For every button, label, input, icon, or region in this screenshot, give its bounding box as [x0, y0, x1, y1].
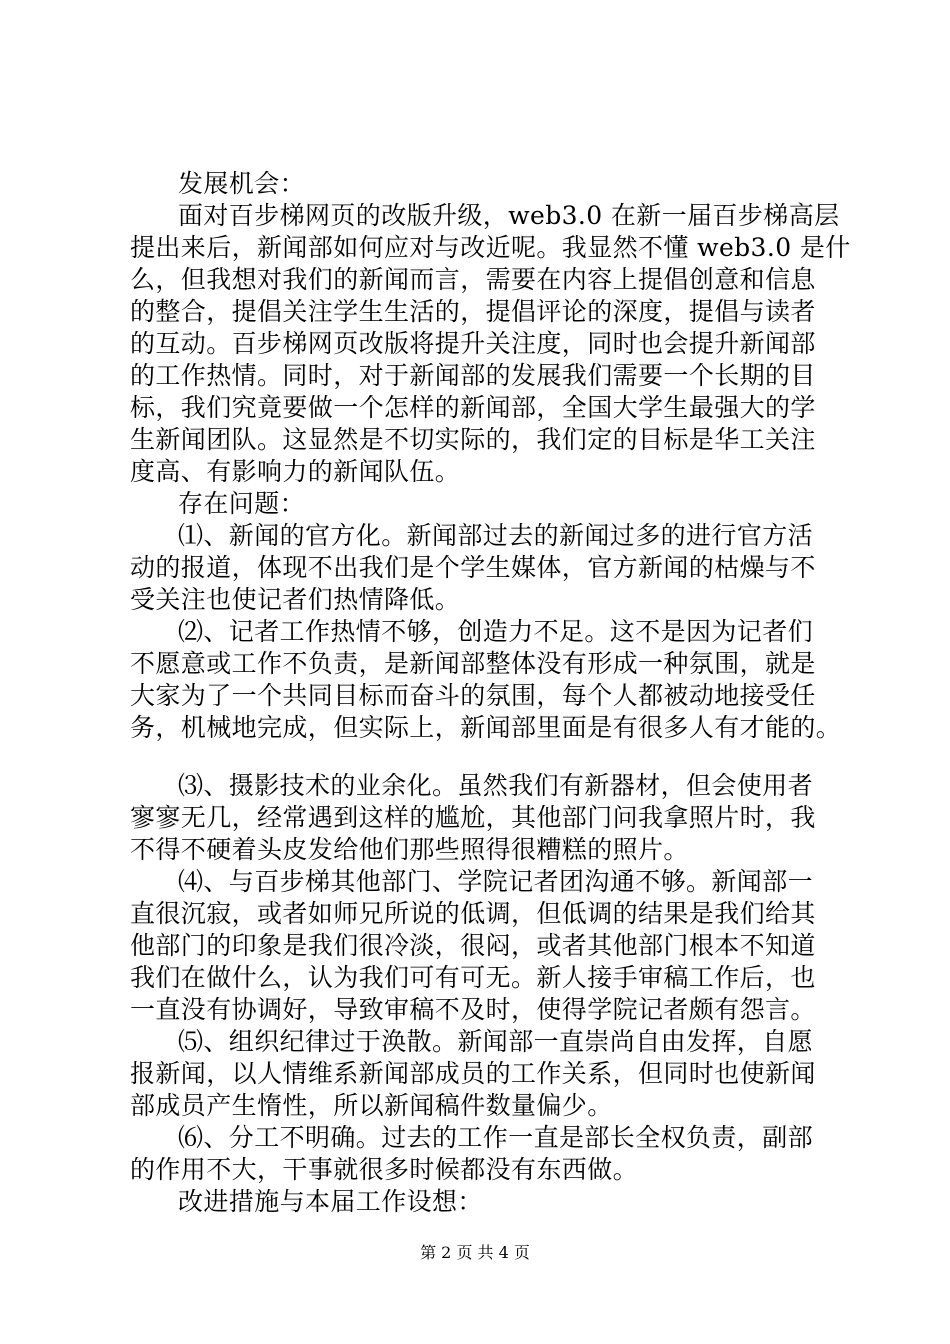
- text-line: 不愿意或工作不负责，是新闻部整体没有形成一种氛围，就是: [130, 649, 816, 678]
- text-line: ⑷、与百步梯其他部门、学院记者团沟通不够。新闻部一: [178, 867, 814, 896]
- text-line: 改进措施与本届工作设想：: [178, 1187, 483, 1216]
- text-line: 受关注也使记者们热情降低。: [130, 585, 461, 614]
- text-line: 直很沉寂，或者如师兄所说的低调，但低调的结果是我们给其: [130, 899, 816, 928]
- text-line: 的互动。百步梯网页改版将提升关注度，同时也会提升新闻部: [130, 329, 816, 358]
- text-line: 的整合，提倡关注学生生活的，提倡评论的深度，提倡与读者: [130, 297, 816, 326]
- text-line: 存在问题：: [178, 489, 306, 518]
- text-line: 发展机会：: [178, 169, 306, 198]
- text-line: 面对百步梯网页的改版升级，web3.0 在新一届百步梯高层: [178, 201, 840, 230]
- text-line: 生新闻团队。这显然是不切实际的，我们定的目标是华工关注: [130, 425, 816, 454]
- text-line: 动的报道，体现不出我们是个学生媒体，官方新闻的枯燥与不: [130, 553, 816, 582]
- page-number-label: 第 2 页 共 4 页: [420, 1243, 530, 1262]
- page-footer: [0, 1242, 950, 1264]
- text-line: 他部门的印象是我们很冷淡，很闷，或者其他部门根本不知道: [130, 931, 816, 960]
- text-line: ⑶、摄影技术的业余化。虽然我们有新器材，但会使用者: [178, 771, 814, 800]
- text-line: ⑵、记者工作热情不够，创造力不足。这不是因为记者们: [178, 617, 814, 646]
- text-line: 报新闻，以人情维系新闻部成员的工作关系，但同时也使新闻: [130, 1059, 816, 1088]
- text-line: 么，但我想对我们的新闻而言，需要在内容上提倡创意和信息: [130, 265, 816, 294]
- text-line: ⑴、新闻的官方化。新闻部过去的新闻过多的进行官方活: [178, 521, 814, 550]
- text-line: 部成员产生惰性，所以新闻稿件数量偏少。: [130, 1091, 613, 1120]
- text-line: 务，机械地完成，但实际上，新闻部里面是有很多人有才能的。: [130, 713, 842, 742]
- text-line: 度高、有影响力的新闻队伍。: [130, 457, 461, 486]
- text-line: ⑸、组织纪律过于涣散。新闻部一直崇尚自由发挥，自愿: [178, 1027, 814, 1056]
- text-line: 的作用不大，干事就很多时候都没有东西做。: [130, 1155, 639, 1184]
- text-line: 的工作热情。同时，对于新闻部的发展我们需要一个长期的目: [130, 361, 816, 390]
- text-line: ⑹、分工不明确。过去的工作一直是部长全权负责，副部: [178, 1123, 814, 1152]
- text-line: 我们在做什么，认为我们可有可无。新人接手审稿工作后，也: [130, 963, 816, 992]
- text-line: 大家为了一个共同目标而奋斗的氛围，每个人都被动地接受任: [130, 681, 816, 710]
- text-line: 一直没有协调好，导致审稿不及时，使得学院记者颇有怨言。: [130, 995, 816, 1024]
- text-line: 标，我们究竟要做一个怎样的新闻部，全国大学生最强大的学: [130, 393, 816, 422]
- text-line: 寥寥无几，经常遇到这样的尴尬，其他部门问我拿照片时，我: [130, 803, 816, 832]
- text-line: 提出来后，新闻部如何应对与改近呢。我显然不懂 web3.0 是什: [130, 233, 851, 262]
- text-line: 不得不硬着头皮发给他们那些照得很糟糕的照片。: [130, 835, 689, 864]
